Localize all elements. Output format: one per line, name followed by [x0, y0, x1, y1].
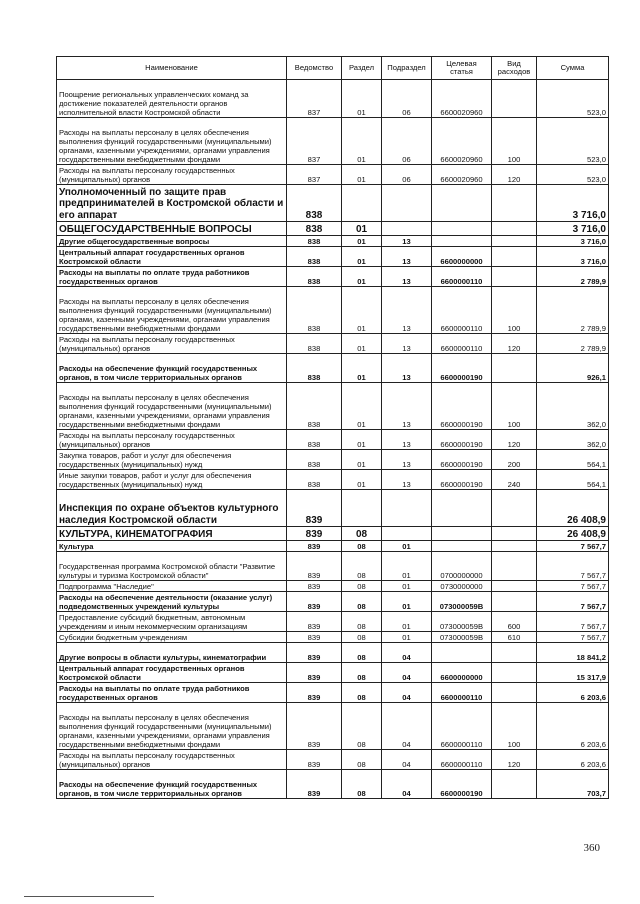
- row-sum: 7 567,7: [537, 541, 609, 552]
- row-subsection: 13: [382, 267, 432, 287]
- table-row: [57, 236, 609, 247]
- table-body: [57, 80, 609, 799]
- row-subsection: 01: [382, 541, 432, 552]
- row-target-article: 6600000190: [432, 354, 492, 383]
- row-subsection: 06: [382, 118, 432, 165]
- row-name: Расходы на выплаты персоналу в целях обеспечения выполнения функций государственными (муниципальными) органами, казенными учреждениями, органами управления государственными внебюджетными фондами: [57, 118, 287, 165]
- row-expense-type: [492, 490, 537, 527]
- row-section: 01: [342, 222, 382, 236]
- row-sum: 2 789,9: [537, 267, 609, 287]
- row-section: 01: [342, 165, 382, 185]
- row-expense-type: 100: [492, 118, 537, 165]
- row-sum: 523,0: [537, 118, 609, 165]
- row-section: 08: [342, 643, 382, 663]
- row-target-article: [432, 185, 492, 222]
- table-row: [57, 581, 609, 592]
- table-row: [57, 354, 609, 383]
- row-department: 838: [287, 430, 342, 450]
- row-subsection: 13: [382, 470, 432, 490]
- row-subsection: 13: [382, 236, 432, 247]
- row-department: 839: [287, 490, 342, 527]
- row-section: 08: [342, 552, 382, 581]
- row-name: Расходы на выплаты персоналу государственных (муниципальных) органов: [57, 430, 287, 450]
- row-expense-type: [492, 236, 537, 247]
- row-name: Поощрение региональных управленческих команд за достижение показателей деятельности органов исполнительной власти Костромской области: [57, 80, 287, 118]
- row-section: 01: [342, 247, 382, 267]
- row-sum: 18 841,2: [537, 643, 609, 663]
- row-name: Расходы на выплаты персоналу государственных (муниципальных) органов: [57, 165, 287, 185]
- row-target-article: 6600000110: [432, 287, 492, 334]
- row-expense-type: [492, 770, 537, 799]
- row-section: [342, 185, 382, 222]
- table-row: [57, 267, 609, 287]
- row-sum: 7 567,7: [537, 612, 609, 632]
- row-subsection: 13: [382, 430, 432, 450]
- row-name: Уполномоченный по защите прав предпринимателей в Костромской области и его аппарат: [57, 185, 287, 222]
- row-expense-type: 120: [492, 165, 537, 185]
- row-name: КУЛЬТУРА, КИНЕМАТОГРАФИЯ: [57, 527, 287, 541]
- row-department: 839: [287, 541, 342, 552]
- header-sum: Сумма: [537, 57, 609, 80]
- row-expense-type: 100: [492, 703, 537, 750]
- row-expense-type: [492, 267, 537, 287]
- row-target-article: 6600000190: [432, 470, 492, 490]
- row-department: 838: [287, 247, 342, 267]
- row-section: 01: [342, 430, 382, 450]
- row-subsection: 06: [382, 80, 432, 118]
- page-number: 360: [583, 842, 600, 854]
- row-section: 08: [342, 581, 382, 592]
- table-row: [57, 80, 609, 118]
- row-subsection: 04: [382, 750, 432, 770]
- table-row: [57, 165, 609, 185]
- row-sum: 926,1: [537, 354, 609, 383]
- row-section: 08: [342, 750, 382, 770]
- row-expense-type: 120: [492, 334, 537, 354]
- row-name: Субсидии бюджетным учреждениям: [57, 632, 287, 643]
- row-department: 839: [287, 552, 342, 581]
- table-row: [57, 222, 609, 236]
- row-target-article: 6600000190: [432, 383, 492, 430]
- table-header-row: [57, 57, 609, 80]
- header-target-article: Целевая статья: [432, 57, 492, 80]
- table-row: [57, 592, 609, 612]
- table-row: [57, 287, 609, 334]
- row-expense-type: [492, 222, 537, 236]
- row-subsection: 04: [382, 683, 432, 703]
- header-department: Ведомство: [287, 57, 342, 80]
- row-target-article: 6600020960: [432, 118, 492, 165]
- table-row: [57, 118, 609, 165]
- row-target-article: [432, 643, 492, 663]
- row-section: 08: [342, 612, 382, 632]
- row-subsection: [382, 490, 432, 527]
- row-expense-type: 100: [492, 287, 537, 334]
- row-name: Другие вопросы в области культуры, кинематографии: [57, 643, 287, 663]
- row-sum: 362,0: [537, 383, 609, 430]
- row-section: 08: [342, 592, 382, 612]
- table-row: [57, 750, 609, 770]
- table-row: [57, 383, 609, 430]
- table-row: [57, 541, 609, 552]
- row-sum: 703,7: [537, 770, 609, 799]
- row-section: 01: [342, 287, 382, 334]
- row-subsection: [382, 185, 432, 222]
- row-department: 837: [287, 165, 342, 185]
- row-department: 838: [287, 222, 342, 236]
- row-name: Расходы на выплаты персоналу в целях обеспечения выполнения функций государственными (муниципальными) органами, казенными учреждениями, органами управления государственными внебюджетными фондами: [57, 287, 287, 334]
- row-sum: 15 317,9: [537, 663, 609, 683]
- row-expense-type: 100: [492, 383, 537, 430]
- row-sum: 26 408,9: [537, 490, 609, 527]
- row-subsection: 01: [382, 612, 432, 632]
- row-expense-type: [492, 185, 537, 222]
- row-subsection: 13: [382, 247, 432, 267]
- row-sum: 2 789,9: [537, 287, 609, 334]
- row-target-article: [432, 222, 492, 236]
- row-subsection: 01: [382, 581, 432, 592]
- row-department: 839: [287, 703, 342, 750]
- row-section: 01: [342, 354, 382, 383]
- row-target-article: 0730000000: [432, 581, 492, 592]
- row-target-article: 6600000190: [432, 450, 492, 470]
- row-target-article: 073000059В: [432, 632, 492, 643]
- row-name: Иные закупки товаров, работ и услуг для обеспечения государственных (муниципальных) нужд: [57, 470, 287, 490]
- row-sum: 3 716,0: [537, 236, 609, 247]
- row-sum: 564,1: [537, 470, 609, 490]
- row-name: Инспекция по охране объектов культурного наследия Костромской области: [57, 490, 287, 527]
- row-section: 08: [342, 527, 382, 541]
- row-expense-type: [492, 592, 537, 612]
- row-section: 01: [342, 118, 382, 165]
- row-department: 838: [287, 287, 342, 334]
- row-section: 01: [342, 334, 382, 354]
- row-department: 837: [287, 80, 342, 118]
- row-expense-type: 120: [492, 750, 537, 770]
- row-subsection: 01: [382, 552, 432, 581]
- row-target-article: 6600000110: [432, 750, 492, 770]
- row-name: Расходы на выплаты персоналу в целях обеспечения выполнения функций государственными (муниципальными) органами, казенными учреждениями, органами управления государственными внебюджетными фондами: [57, 703, 287, 750]
- row-name: Культура: [57, 541, 287, 552]
- row-sum: 3 716,0: [537, 222, 609, 236]
- row-name: Центральный аппарат государственных органов Костромской области: [57, 663, 287, 683]
- table-row: [57, 703, 609, 750]
- row-department: 838: [287, 383, 342, 430]
- row-section: 08: [342, 541, 382, 552]
- row-expense-type: 240: [492, 470, 537, 490]
- row-expense-type: [492, 354, 537, 383]
- row-department: 839: [287, 750, 342, 770]
- row-target-article: [432, 527, 492, 541]
- row-sum: 523,0: [537, 80, 609, 118]
- row-subsection: 04: [382, 663, 432, 683]
- row-subsection: 04: [382, 703, 432, 750]
- table-row: [57, 470, 609, 490]
- row-expense-type: [492, 663, 537, 683]
- row-name: Другие общегосударственные вопросы: [57, 236, 287, 247]
- row-subsection: 13: [382, 334, 432, 354]
- row-sum: 3 716,0: [537, 185, 609, 222]
- row-name: Расходы на выплаты персоналу государственных (муниципальных) органов: [57, 334, 287, 354]
- table-row: [57, 663, 609, 683]
- row-department: 839: [287, 581, 342, 592]
- row-section: 01: [342, 267, 382, 287]
- row-target-article: 6600000110: [432, 683, 492, 703]
- row-subsection: 04: [382, 643, 432, 663]
- row-section: 01: [342, 80, 382, 118]
- row-subsection: [382, 527, 432, 541]
- row-subsection: 13: [382, 383, 432, 430]
- row-name: Государственная программа Костромской области "Развитие культуры и туризма Костромской области": [57, 552, 287, 581]
- table-row: [57, 185, 609, 222]
- row-section: 01: [342, 470, 382, 490]
- row-target-article: [432, 236, 492, 247]
- row-department: 838: [287, 267, 342, 287]
- row-name: ОБЩЕГОСУДАРСТВЕННЫЕ ВОПРОСЫ: [57, 222, 287, 236]
- row-target-article: 6600020960: [432, 165, 492, 185]
- row-name: Расходы на обеспечение деятельности (оказание услуг) подведомственных учреждений культуры: [57, 592, 287, 612]
- row-sum: 7 567,7: [537, 581, 609, 592]
- table-row: [57, 643, 609, 663]
- row-name: Расходы на выплаты персоналу государственных (муниципальных) органов: [57, 750, 287, 770]
- row-section: 01: [342, 236, 382, 247]
- row-subsection: 01: [382, 632, 432, 643]
- footer-rule: [24, 896, 154, 897]
- row-expense-type: [492, 541, 537, 552]
- row-expense-type: [492, 527, 537, 541]
- table-row: [57, 770, 609, 799]
- row-section: 01: [342, 450, 382, 470]
- row-section: 08: [342, 632, 382, 643]
- row-subsection: 13: [382, 287, 432, 334]
- row-name: Подпрограмма "Наследие": [57, 581, 287, 592]
- row-target-article: [432, 490, 492, 527]
- row-name: Расходы на выплаты персоналу в целях обеспечения выполнения функций государственными (муниципальными) органами, казенными учреждениями, органами управления государственными внебюджетными фондами: [57, 383, 287, 430]
- row-target-article: 073000059В: [432, 592, 492, 612]
- header-section: Раздел: [342, 57, 382, 80]
- row-section: 08: [342, 663, 382, 683]
- row-subsection: 13: [382, 450, 432, 470]
- row-department: 838: [287, 354, 342, 383]
- row-name: Расходы на выплаты по оплате труда работников государственных органов: [57, 683, 287, 703]
- row-sum: 523,0: [537, 165, 609, 185]
- table-row: [57, 683, 609, 703]
- row-expense-type: [492, 683, 537, 703]
- row-section: 08: [342, 770, 382, 799]
- row-target-article: 6600020960: [432, 80, 492, 118]
- row-department: 839: [287, 612, 342, 632]
- row-expense-type: [492, 247, 537, 267]
- table-row: [57, 334, 609, 354]
- row-expense-type: 200: [492, 450, 537, 470]
- row-sum: 26 408,9: [537, 527, 609, 541]
- row-section: 01: [342, 383, 382, 430]
- row-sum: 564,1: [537, 450, 609, 470]
- header-name: Наименование: [57, 57, 287, 80]
- row-name: Расходы на обеспечение функций государственных органов, в том числе территориальных органов: [57, 354, 287, 383]
- budget-table-container: [56, 56, 608, 799]
- row-name: Предоставление субсидий бюджетным, автономным учреждениям и иным некоммерческим организациям: [57, 612, 287, 632]
- row-target-article: 6600000190: [432, 430, 492, 450]
- row-subsection: 01: [382, 592, 432, 612]
- row-expense-type: 600: [492, 612, 537, 632]
- row-expense-type: [492, 552, 537, 581]
- row-department: 839: [287, 683, 342, 703]
- row-name: Расходы на выплаты по оплате труда работников государственных органов: [57, 267, 287, 287]
- row-department: 839: [287, 770, 342, 799]
- header-subsection: Подраздел: [382, 57, 432, 80]
- row-target-article: 6600000110: [432, 334, 492, 354]
- row-section: [342, 490, 382, 527]
- row-expense-type: [492, 643, 537, 663]
- row-department: 838: [287, 236, 342, 247]
- row-sum: 6 203,6: [537, 750, 609, 770]
- row-expense-type: [492, 581, 537, 592]
- row-target-article: 6600000190: [432, 770, 492, 799]
- row-sum: 7 567,7: [537, 552, 609, 581]
- header-expense-type: Вид расходов: [492, 57, 537, 80]
- row-target-article: 6600000110: [432, 267, 492, 287]
- row-sum: 6 203,6: [537, 703, 609, 750]
- row-target-article: 6600000000: [432, 247, 492, 267]
- row-department: 839: [287, 592, 342, 612]
- row-sum: 2 789,9: [537, 334, 609, 354]
- row-subsection: 13: [382, 354, 432, 383]
- table-row: [57, 490, 609, 527]
- row-sum: 7 567,7: [537, 632, 609, 643]
- row-sum: 6 203,6: [537, 683, 609, 703]
- table-row: [57, 450, 609, 470]
- row-department: 839: [287, 663, 342, 683]
- row-department: 837: [287, 118, 342, 165]
- table-row: [57, 552, 609, 581]
- budget-table: [56, 56, 609, 799]
- row-subsection: 04: [382, 770, 432, 799]
- row-expense-type: [492, 80, 537, 118]
- row-subsection: 06: [382, 165, 432, 185]
- row-target-article: [432, 541, 492, 552]
- row-expense-type: 610: [492, 632, 537, 643]
- row-name: Центральный аппарат государственных органов Костромской области: [57, 247, 287, 267]
- table-row: [57, 632, 609, 643]
- row-target-article: 6600000110: [432, 703, 492, 750]
- row-section: 08: [342, 703, 382, 750]
- row-section: 08: [342, 683, 382, 703]
- row-expense-type: 120: [492, 430, 537, 450]
- row-department: 839: [287, 527, 342, 541]
- row-subsection: [382, 222, 432, 236]
- row-target-article: 0700000000: [432, 552, 492, 581]
- row-department: 838: [287, 450, 342, 470]
- table-row: [57, 612, 609, 632]
- row-name: Расходы на обеспечение функций государственных органов, в том числе территориальных органов: [57, 770, 287, 799]
- row-target-article: 6600000000: [432, 663, 492, 683]
- row-department: 839: [287, 643, 342, 663]
- row-department: 838: [287, 470, 342, 490]
- row-target-article: 073000059В: [432, 612, 492, 632]
- row-sum: 3 716,0: [537, 247, 609, 267]
- row-sum: 7 567,7: [537, 592, 609, 612]
- row-department: 838: [287, 334, 342, 354]
- table-row: [57, 527, 609, 541]
- table-row: [57, 247, 609, 267]
- row-department: 838: [287, 185, 342, 222]
- row-sum: 362,0: [537, 430, 609, 450]
- row-department: 839: [287, 632, 342, 643]
- table-row: [57, 430, 609, 450]
- row-name: Закупка товаров, работ и услуг для обеспечения государственных (муниципальных) нужд: [57, 450, 287, 470]
